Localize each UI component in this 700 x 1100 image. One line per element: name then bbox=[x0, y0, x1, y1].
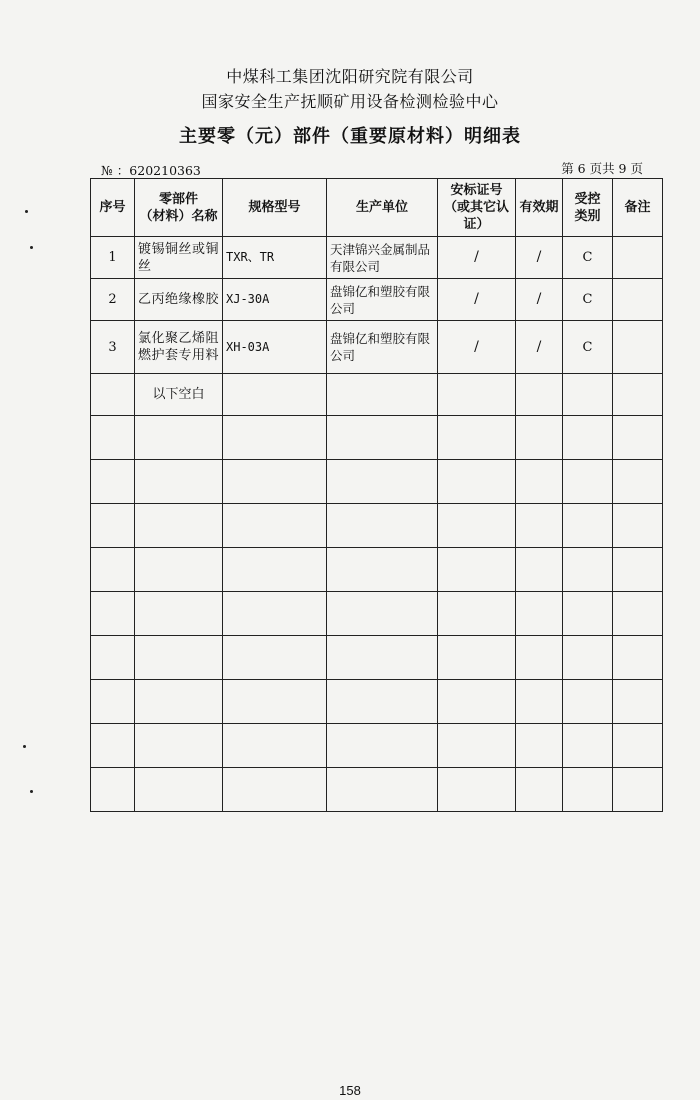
scan-speck bbox=[25, 210, 28, 213]
end-of-list-note: 以下空白 bbox=[135, 374, 223, 416]
cert-number: / bbox=[438, 279, 516, 321]
table-row bbox=[91, 374, 663, 416]
row-number: 3 bbox=[91, 321, 135, 374]
empty-cell bbox=[91, 374, 135, 416]
page-info: 第 6 页共 9 页 bbox=[561, 161, 643, 176]
part-name: 镀锡铜丝或铜丝 bbox=[135, 237, 223, 279]
validity: / bbox=[516, 279, 563, 321]
empty-row bbox=[91, 724, 663, 768]
validity: / bbox=[516, 321, 563, 374]
control-category: C bbox=[563, 237, 613, 279]
column-header: 规格型号 bbox=[223, 179, 327, 237]
empty-cell bbox=[223, 374, 327, 416]
control-category: C bbox=[563, 321, 613, 374]
org-name: 中煤科工集团沈阳研究院有限公司 bbox=[226, 67, 474, 86]
note bbox=[613, 237, 663, 279]
column-header: 备注 bbox=[613, 179, 663, 237]
part-model: XJ-30A bbox=[223, 279, 327, 321]
validity: / bbox=[516, 237, 563, 279]
table-row bbox=[91, 321, 663, 374]
center-name: 国家安全生产抚顺矿用设备检测检验中心 bbox=[201, 92, 499, 111]
column-header: 生产单位 bbox=[327, 179, 438, 237]
empty-row bbox=[91, 768, 663, 812]
empty-cell bbox=[613, 374, 663, 416]
page-title: 主要零（元）部件（重要原材料）明细表 bbox=[179, 126, 521, 147]
row-number: 2 bbox=[91, 279, 135, 321]
part-name: 氯化聚乙烯阻燃护套专用料 bbox=[135, 321, 223, 374]
scan-speck bbox=[23, 745, 26, 748]
column-header: 零部件 （材料）名称 bbox=[135, 179, 223, 237]
part-maker: 盘锦亿和塑胶有限公司 bbox=[327, 279, 438, 321]
empty-row bbox=[91, 504, 663, 548]
note bbox=[613, 321, 663, 374]
control-category: C bbox=[563, 279, 613, 321]
page-number: 158 bbox=[339, 1083, 361, 1098]
empty-row bbox=[91, 680, 663, 724]
column-header: 有效期 bbox=[516, 179, 563, 237]
empty-row bbox=[91, 548, 663, 592]
row-number: 1 bbox=[91, 237, 135, 279]
empty-row bbox=[91, 592, 663, 636]
scan-speck bbox=[30, 790, 33, 793]
column-header: 序号 bbox=[91, 179, 135, 237]
table-row bbox=[91, 279, 663, 321]
column-header: 安标证号 （或其它认 证） bbox=[438, 179, 516, 237]
document-number: № ：620210363 bbox=[101, 163, 201, 178]
scan-speck bbox=[30, 246, 33, 249]
cert-number: / bbox=[438, 321, 516, 374]
empty-cell bbox=[516, 374, 563, 416]
empty-cell bbox=[327, 374, 438, 416]
empty-cell bbox=[438, 374, 516, 416]
parts-detail-table bbox=[90, 178, 663, 812]
table-header-row bbox=[91, 179, 663, 237]
empty-cell bbox=[563, 374, 613, 416]
empty-row bbox=[91, 416, 663, 460]
note bbox=[613, 279, 663, 321]
cert-number: / bbox=[438, 237, 516, 279]
empty-row bbox=[91, 636, 663, 680]
empty-row bbox=[91, 460, 663, 504]
part-maker: 盘锦亿和塑胶有限公司 bbox=[327, 321, 438, 374]
column-header: 受控 类别 bbox=[563, 179, 613, 237]
part-name: 乙丙绝缘橡胶 bbox=[135, 279, 223, 321]
part-maker: 天津锦兴金属制品有限公司 bbox=[327, 237, 438, 279]
part-model: XH-03A bbox=[223, 321, 327, 374]
table-row bbox=[91, 237, 663, 279]
part-model: TXR、TR bbox=[223, 237, 327, 279]
